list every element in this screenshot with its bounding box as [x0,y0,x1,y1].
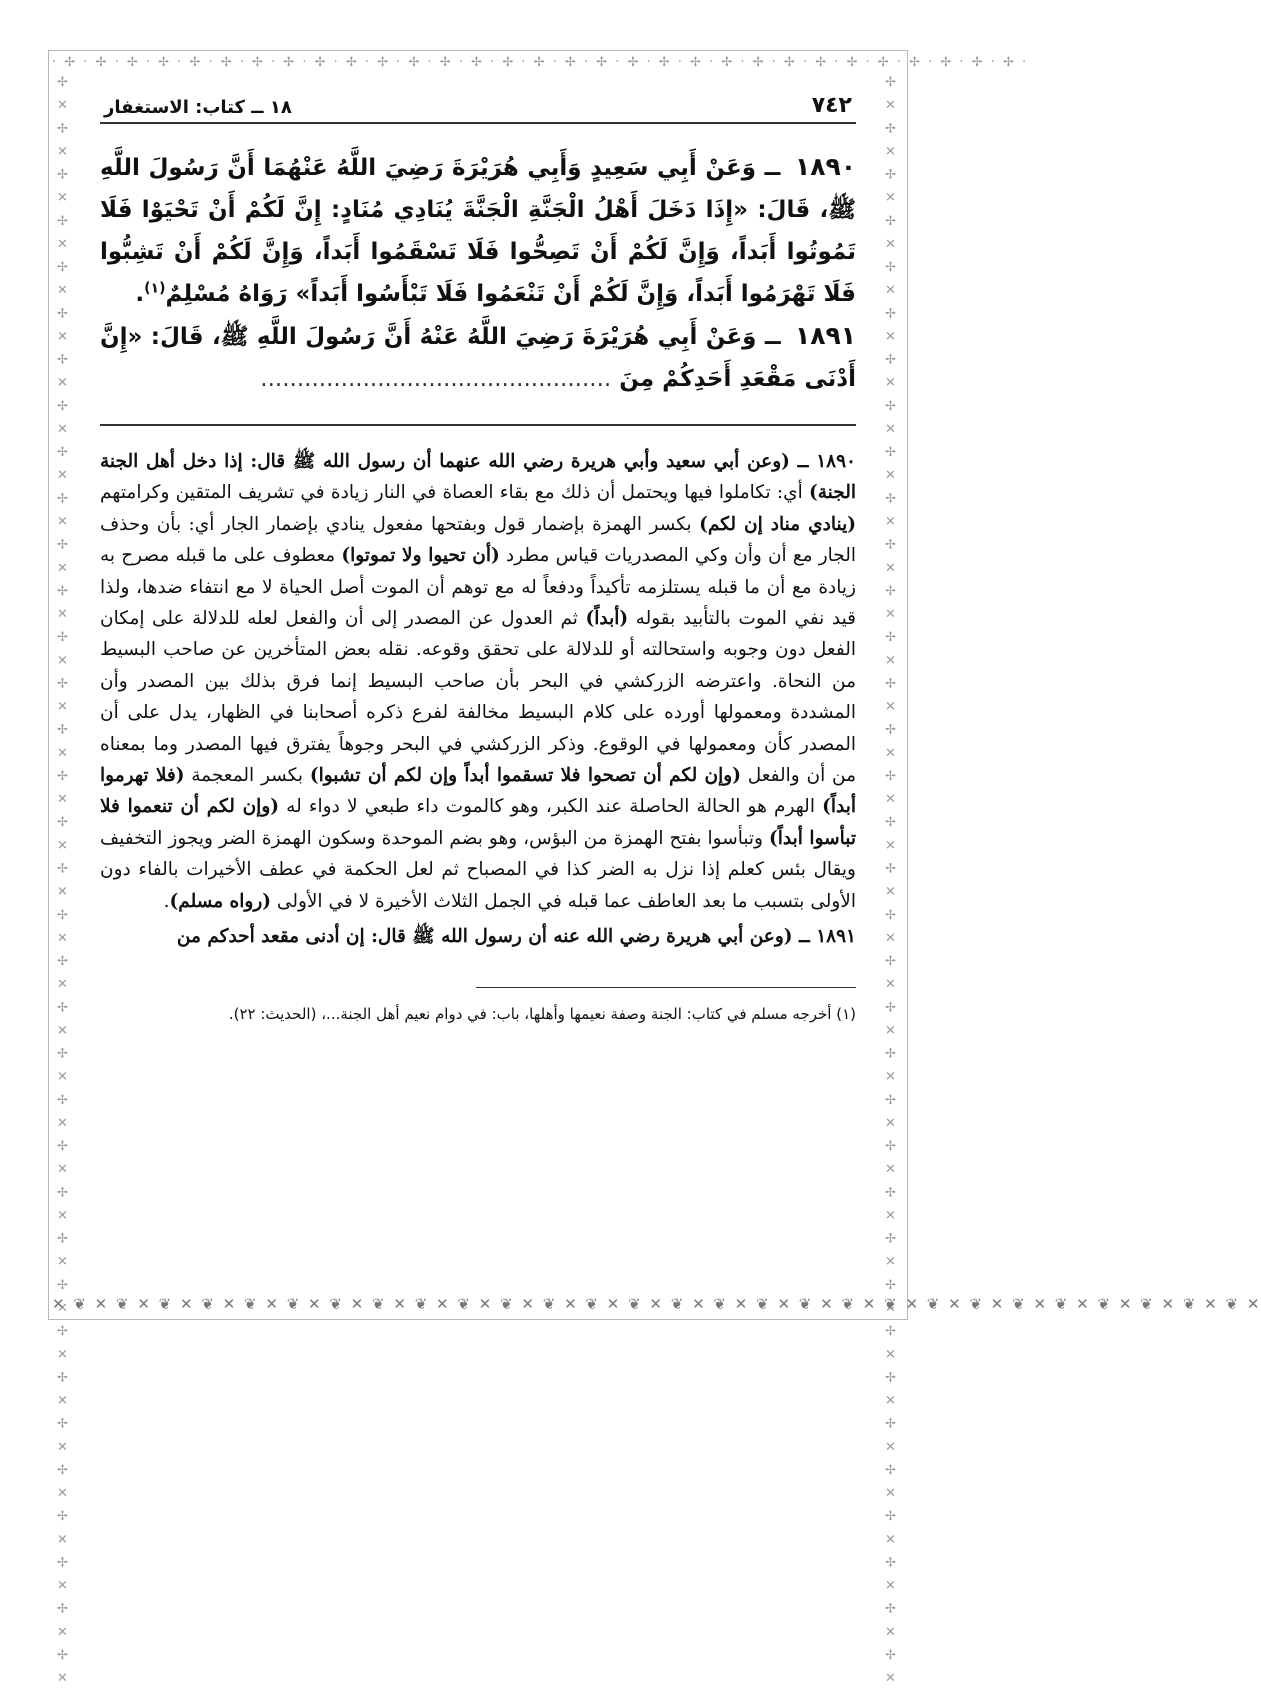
footnote-section [100,1002,856,1026]
hadith-1891 [100,315,856,400]
commentary-quote: (فلا تهرموا أبداً) [100,765,856,818]
commentary-heading: ١٨٩١ ــ (وعن أبي هريرة رضي الله عنه أن رسول الله ﷺ قال: إن أدنى مقعد أحدكم من [176,926,856,948]
footnote-divider [476,987,856,988]
commentary-quote: (وإن لكم أن تصحوا فلا تسقموا أبداً وإن لكم أن تشبوا) [309,765,741,787]
commentary-text-span: أي: تكاملوا فيها ويحتمل أن ذلك مع بقاء العصاة في النار زيادة في تشريف المتقين وكرامتهم [100,482,810,504]
hadith-1890 [100,146,856,315]
hadith-main-text [100,146,856,400]
hadith-text: ــ وَعَنْ أَبِي هُرَيْرَةَ رَضِيَ اللَّهُ عَنْهُ أَنَّ رَسُولَ اللَّهِ ﷺ، قَالَ: «إِنَّ أَدْنَى مَقْعَدِ أَحَدِكُمْ مِنَ [100,324,856,392]
hadith-end: . [135,281,145,307]
commentary-quote: (وإن لكم أن تنعموا فلا تبأسوا أبداً) [100,796,856,849]
bottom-ornament-border: ✕ ❦ ✕ ❦ ✕ ❦ ✕ ❦ ✕ ❦ ✕ ❦ ✕ ❦ ✕ ❦ ✕ ❦ ✕ ❦ ✕ ❦ ✕ ❦ ✕ ❦ ✕ ❦ ✕ ❦ ✕ ❦ ✕ ❦ ✕ ❦ ✕ ❦ ✕ ❦ ✕ ❦ ✕ ❦ ✕ ❦ ✕ ❦ ✕ ❦ ✕ ❦ ✕ ❦ ✕ ❦ ✕ [52,1295,1261,1313]
hadith-number: ١٨٩١ [794,321,856,350]
section-divider [100,424,856,426]
commentary-heading: ١٨٩٠ ــ (وعن أبي سعيد وأبي هريرة رضي الله عنهما أن رسول الله ﷺ قال: إذا دخل أهل الجنة الجنة) [100,451,856,504]
page-content [100,86,856,1026]
commentary-quote: (رواه مسلم) [169,890,272,912]
commentary-text-span: الهرم هو الحالة الحاصلة عند الكبر، وهو كالموت داء طبعي لا دواء له [279,796,823,818]
commentary-quote: (أبداً) [585,608,629,630]
page-number: ٧٤٢ [811,93,852,118]
commentary-paragraph-1890 [100,446,856,917]
running-title: ١٨ ــ كتاب: الاستغفار [104,97,292,118]
commentary-text-span: بكسر الهمزة بإضمار قول وبفتحها مفعول ينادي بإضمار الجار أي: بأن وحذف الجار مع أن وأن وكي المصدريات قياس مطرد [100,513,856,567]
commentary-text-span: ثم العدول عن المصدر إلى أن والفعل لعله للدلالة على إمكان الفعل دون وجوبه واستحالته أو للدلالة على تحقق وقوعه. نقله بعض المتأخرين عن صاحب البسيط من النحاة. واعترضه الزركشي في البحر بأن صاحب البسيط إنما فرق بذلك بين المصدر وأن المشددة ومعمولها أورده على كلام البسيط مخالفة لفرع ذكره أصحابنا في الظهار، يدل على أن المصدر كأن ومعمولها في الوقوع. وذكر الزركشي في البحر وجوهاً يفترق فيها المصدر وما بمعناه من أن والفعل [100,608,857,787]
top-ornament-border: · ✢ · ✢ · ✢ · ✢ · ✢ · ✢ · ✢ · ✢ · ✢ · ✢ · ✢ · ✢ · ✢ · ✢ · ✢ · ✢ · ✢ · ✢ · ✢ · ✢ · ✢ · ✢ · ✢ · ✢ · ✢ · ✢ · ✢ · ✢ · ✢ · ✢ · ✢ · [52,55,1029,70]
commentary-quote: (أن تحيوا ولا تموتوا) [341,545,500,567]
hadith-text: ــ وَعَنْ أَبِي سَعِيدٍ وَأَبِي هُرَيْرَةَ رَضِيَ اللَّهُ عَنْهُمَا أَنَّ رَسُولَ اللَّهِ ﷺ، قَالَ: «إِذَا دَخَلَ أَهْلُ الْجَنَّةِ الْجَنَّةَ يُنَادِي مُنَادٍ: إِنَّ لَكُمْ أَنْ تَحْيَوْا فَلَا تَمُوتُوا أَبَداً، وَإِنَّ لَكُمْ أَنْ تَصِحُّوا فَلَا تَسْقَمُوا أَبَداً، وَإِنَّ لَكُمْ أَنْ تَشِبُّوا فَلَا تَهْرَمُوا أَبَداً، وَإِنَّ لَكُمْ أَنْ تَنْعَمُوا فَلَا تَبْأَسُوا أَبَداً» رَوَاهُ مُسْلِمٌ [100,155,856,307]
commentary-paragraph-1891 [100,921,856,952]
page-header [100,86,856,124]
commentary-text-span: بكسر المعجمة [184,765,310,787]
commentary-text-span: معطوف على ما قبله مصرح به زيادة مع أن ما قبله يستلزمه تأكيداً ودفعاً له مع توهم أن الموت أصل الحياة لا مع انتفاء ضدها، ولذا قيد نفي الموت بالتأبيد بقوله [100,545,856,630]
footnote-1: (١) أخرجه مسلم في كتاب: الجنة وصفة نعيمها وأهلها، باب: في دوام نعيم أهل الجنة...، (الحديث: ٢٢). [228,1004,856,1023]
left-ornament-border: ✢ ✕ ✢ ✕ ✢ ✕ ✢ ✕ ✢ ✕ ✢ ✕ ✢ ✕ ✢ ✕ ✢ ✕ ✢ ✕ ✢ ✕ ✢ ✕ ✢ ✕ ✢ ✕ ✢ ✕ ✢ ✕ ✢ ✕ ✢ ✕ ✢ ✕ ✢ ✕ ✢ ✕ ✢ ✕ ✢ ✕ ✢ ✕ ✢ ✕ ✢ ✕ ✢ ✕ ✢ ✕ ✢ ✕ ✢ ✕ ✢ ✕ ✢ ✕ ✢ ✕ ✢ ✕ ✢ ✕ [55,75,70,1688]
commentary-text-span: وتبأسوا بفتح الهمزة من البؤس، وهو بضم الموحدة وسكون الهمزة الضر ويجوز التخفيف ويقال بئس كعلم إذا نزل به الضر كذا في المصباح ثم لعل الحكمة في عطف الأخيرات بالفاء دون الأولى بتسبب ما بعد العاطف عما قبله في الجمل الثلاث الأخيرة لا في الأولى [100,827,856,912]
ellipsis-dots: ................................................ [260,366,612,392]
commentary-text [100,446,856,953]
hadith-number: ١٨٩٠ [794,152,856,181]
commentary-text-span: . [163,890,170,912]
right-ornament-border: ✢ ✕ ✢ ✕ ✢ ✕ ✢ ✕ ✢ ✕ ✢ ✕ ✢ ✕ ✢ ✕ ✢ ✕ ✢ ✕ ✢ ✕ ✢ ✕ ✢ ✕ ✢ ✕ ✢ ✕ ✢ ✕ ✢ ✕ ✢ ✕ ✢ ✕ ✢ ✕ ✢ ✕ ✢ ✕ ✢ ✕ ✢ ✕ ✢ ✕ ✢ ✕ ✢ ✕ ✢ ✕ ✢ ✕ ✢ ✕ ✢ ✕ ✢ ✕ ✢ ✕ ✢ ✕ ✢ ✕ [883,75,898,1688]
footnote-reference[interactable]: (١) [144,280,166,297]
commentary-quote: (ينادي مناد إن لكم) [699,513,856,535]
